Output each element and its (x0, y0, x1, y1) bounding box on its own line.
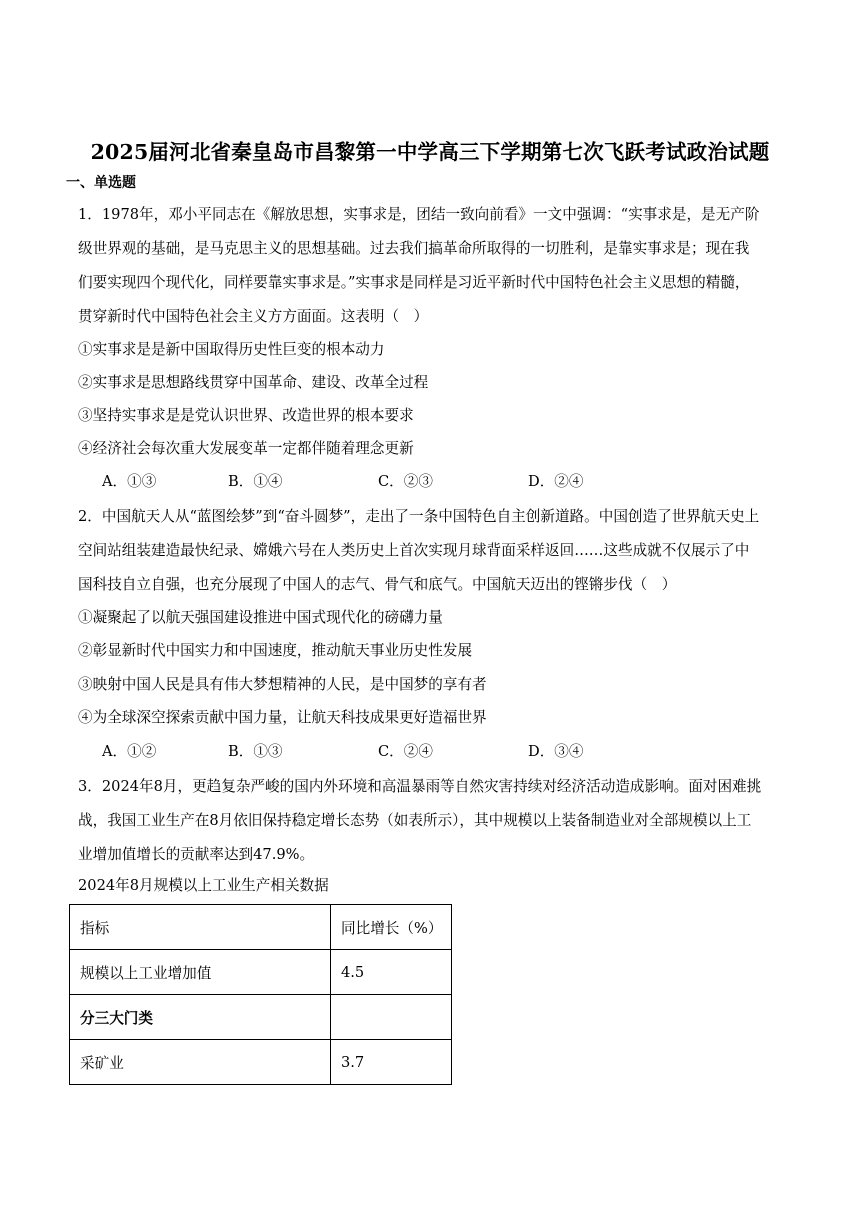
q2-statement-4: ④为全球深空探索贡献中国力量，让航天科技成果更好造福世界 (78, 709, 487, 726)
document-title: 2025届河北省秦皇岛市昌黎第一中学高三下学期第七次飞跃考试政治试题 (90, 140, 770, 164)
table-row (70, 995, 452, 1040)
q3-stem-line-1: 3．2024年8月，更趋复杂严峻的国内外环境和高温暴雨等自然灾害持续对经济活动造成影响。面对困难挑 (78, 778, 762, 795)
table-cell: 3.7 (331, 1040, 452, 1085)
q1-statement-3: ③坚持实事求是是党认识世界、改造世界的根本要求 (78, 407, 414, 424)
q2-statement-3: ③映射中国人民是具有伟大梦想精神的人民，是中国梦的享有者 (78, 676, 487, 693)
table-cell: 分三大门类 (70, 995, 331, 1040)
table-header-cell: 指标 (70, 905, 331, 950)
table-cell: 4.5 (331, 950, 452, 995)
q1-option-b[interactable]: B．①④ (228, 473, 283, 490)
table-cell: 规模以上工业增加值 (70, 950, 331, 995)
q1-stem-line-1: 1．1978年，邓小平同志在《解放思想，实事求是，团结一致向前看》一文中强调：“实事求是，是无产阶 (78, 206, 760, 223)
q1-options (102, 465, 662, 499)
q2-option-b[interactable]: B．①③ (228, 743, 283, 760)
industry-data-table (69, 904, 452, 1085)
table-row (70, 1040, 452, 1085)
table-row (70, 950, 452, 995)
table-header-row (70, 905, 452, 950)
q2-option-c[interactable]: C．②④ (378, 743, 433, 760)
q3-stem-line-3: 业增加值增长的贡献率达到47.9%。 (78, 846, 315, 863)
q2-statement-2: ②彰显新时代中国实力和中国速度，推动航天事业历史性发展 (78, 642, 473, 659)
table-cell: 采矿业 (70, 1040, 331, 1085)
q2-option-d[interactable]: D．③④ (528, 743, 584, 760)
q1-stem-line-4: 贯穿新时代中国特色社会主义方方面面。这表明（ ） (78, 308, 429, 325)
table-cell (331, 995, 452, 1040)
q1-option-c[interactable]: C．②③ (378, 473, 433, 490)
q1-stem-line-2: 级世界观的基础，是马克思主义的思想基础。过去我们搞革命所取得的一切胜利，是靠实事求是；现在我 (78, 240, 750, 257)
q2-stem-line-2: 空间站组装建造最快纪录、嫦娥六号在人类历史上首次实现月球背面采样返回……这些成就不仅展示了中 (78, 542, 750, 559)
q1-statement-4: ④经济社会每次重大发展变革一定都伴随着理念更新 (78, 440, 414, 457)
q1-statement-2: ②实事求是思想路线贯穿中国革命、建设、改革全过程 (78, 374, 429, 391)
table-header-cell: 同比增长（%） (331, 905, 452, 950)
q2-options (102, 735, 662, 769)
q2-stem-line-1: 2．中国航天人从“蓝图绘梦”到“奋斗圆梦”，走出了一条中国特色自主创新道路。中国创造了世界航天史上 (78, 508, 760, 525)
q1-option-a[interactable]: A．①③ (102, 473, 157, 490)
q1-stem-line-3: 们要实现四个现代化，同样要靠实事求是。”实事求是同样是习近平新时代中国特色社会主义思想的精髓， (78, 274, 750, 291)
table-caption: 2024年8月规模以上工业生产相关数据 (78, 877, 329, 894)
q2-option-a[interactable]: A．①② (102, 743, 157, 760)
section-heading: 一、单选题 (66, 175, 136, 191)
q1-option-d[interactable]: D．②④ (528, 473, 584, 490)
q2-statement-1: ①凝聚起了以航天强国建设推进中国式现代化的磅礴力量 (78, 609, 443, 626)
q3-stem-line-2: 战，我国工业生产在8月依旧保持稳定增长态势（如表所示），其中规模以上装备制造业对全部规模以上工 (78, 812, 752, 829)
q1-statement-1: ①实事求是是新中国取得历史性巨变的根本动力 (78, 341, 385, 358)
q2-stem-line-3: 国科技自立自强，也充分展现了中国人的志气、骨气和底气。中国航天迈出的铿锵步伐（ ） (78, 576, 677, 593)
